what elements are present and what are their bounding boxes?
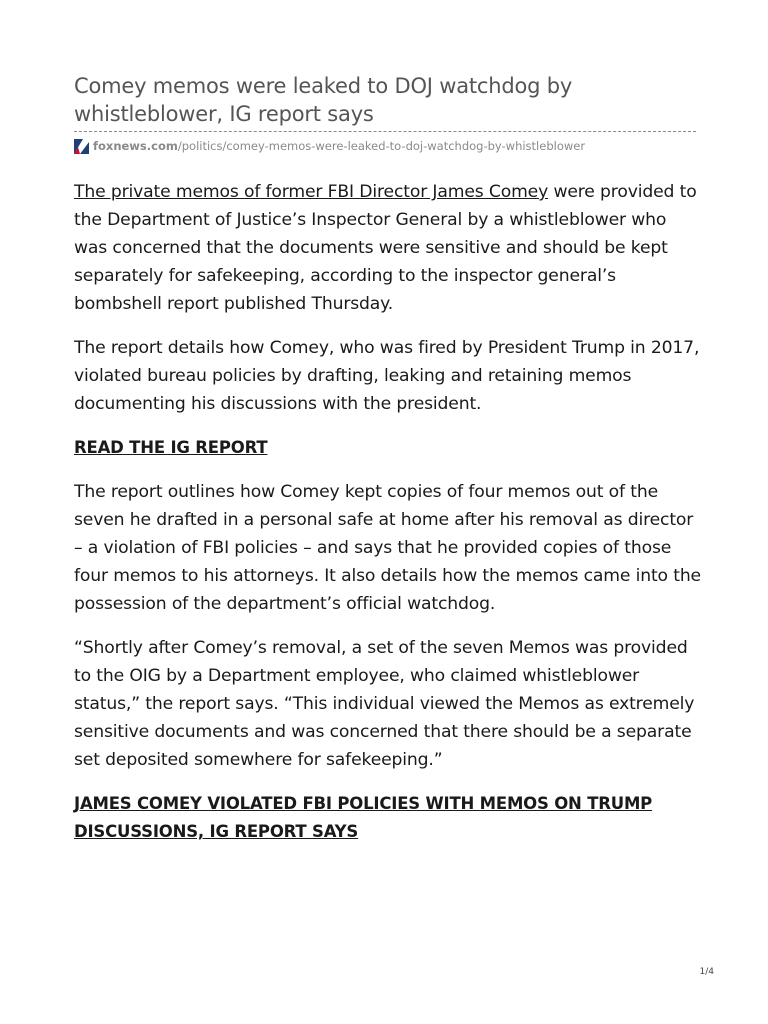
title-divider	[74, 131, 696, 132]
paragraph-3: The report outlines how Comey kept copies of four memos out of the seven he drafted in a personal safe at home after his removal as director – a violation of FBI policies – and says that he provided copies of those four memos to his attorneys. It also details how the memos came into the possession of the department’s official watchdog.	[74, 482, 701, 614]
paragraph-4: “Shortly after Comey’s removal, a set of the seven Memos was provided to the OIG by a Department employee, who claimed whistleblower status,” the report says. “This individual viewed the Memos as extremely sensitive documents and was concerned that there should be a separate set deposited somewhere for safekeeping.”	[74, 638, 695, 770]
paragraph-1-text: were provided to the Department of Justice’s Inspector General by a whistleblower who was concerned that the documents were sensitive and should be kept separately for safekeeping, according to the inspector general’s bombshell report published Thursday.	[74, 182, 697, 314]
article-header	[74, 72, 696, 154]
comey-memos-link[interactable]: The private memos of former FBI Director James Comey	[74, 182, 549, 202]
paragraph-2: The report details how Comey, who was fired by President Trump in 2017, violated bureau policies by drafting, leaking and retaining memos documenting his discussions with the president.	[74, 338, 700, 414]
foxnews-logo-icon	[74, 139, 89, 154]
source-path[interactable]: /politics/comey-memos-were-leaked-to-doj-watchdog-by-whistleblower	[177, 139, 586, 153]
page-title: Comey memos were leaked to DOJ watchdog by whistleblower, IG report says	[74, 74, 573, 126]
paragraph-1	[74, 178, 704, 318]
source-domain[interactable]: foxnews.com	[93, 139, 178, 153]
page-number: 1/4	[699, 967, 714, 977]
source-line[interactable]	[74, 138, 696, 154]
comey-violated-policies-link[interactable]: JAMES COMEY VIOLATED FBI POLICIES WITH MEMOS ON TRUMP DISCUSSIONS, IG REPORT SAYS	[74, 794, 653, 841]
read-ig-report-link[interactable]: READ THE IG REPORT	[74, 438, 268, 457]
article-body	[74, 178, 704, 862]
